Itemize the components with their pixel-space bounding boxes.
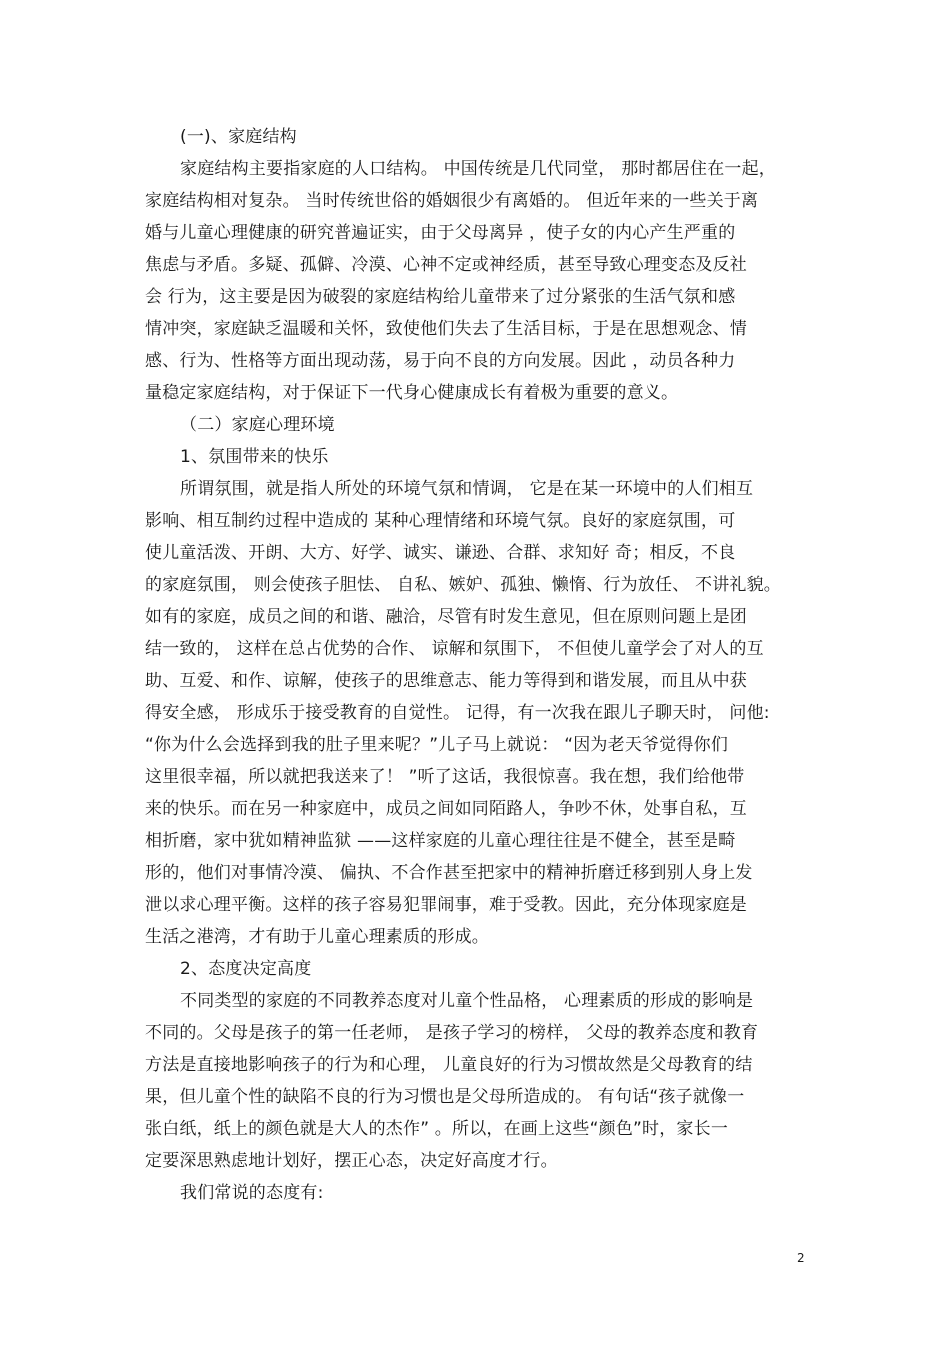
paragraph-line: 我们常说的态度有: [180, 1183, 324, 1203]
paragraph-line: 焦虑与矛盾。多疑、孤僻、冷漠、心神不定或神经质，甚至导致心理变态及反社 [145, 255, 747, 275]
paragraph-line: 相折磨，家中犹如精神监狱 ——这样家庭的儿童心理往往是不健全，甚至是畸 [145, 831, 736, 851]
paragraph-line: 不同的。父母是孩子的第一任老师， 是孩子学习的榜样， 父母的教养态度和教育 [145, 1023, 759, 1043]
paragraph-line: 情冲突，家庭缺乏温暖和关怀，致使他们失去了生活目标，于是在思想观念、情 [145, 319, 747, 339]
paragraph-line: 家庭结构主要指家庭的人口结构。 中国传统是几代同堂， 那时都居住在一起， [180, 159, 777, 179]
paragraph-line: 感、行为、性格等方面出现动荡，易于向不良的方向发展。因此 ，动员各种力 [145, 351, 736, 371]
paragraph-line: 张白纸，纸上的颜色就是大人的杰作” 。所以，在画上这些“颜色”时，家长一 [145, 1119, 729, 1139]
subsection-heading: 2、态度决定高度 [180, 959, 312, 979]
paragraph-line: 结一致的， 这样在总占优势的合作、 谅解和氛围下， 不但使儿童学会了对人的互 [145, 639, 764, 659]
paragraph-line: 婚与儿童心理健康的研究普遍证实，由于父母离异 ，使子女的内心产生严重的 [145, 223, 736, 243]
section-heading: （二）家庭心理环境 [180, 415, 335, 435]
paragraph-line: 果，但儿童个性的缺陷不良的行为习惯也是父母所造成的。 有句话“孩子就像一 [145, 1087, 745, 1107]
paragraph-line: 家庭结构相对复杂。 当时传统世俗的婚姻很少有离婚的。 但近年来的一些关于离 [145, 191, 759, 211]
paragraph-line: 量稳定家庭结构，对于保证下一代身心健康成长有着极为重要的意义。 [145, 383, 679, 403]
subsection-heading: 1、氛围带来的快乐 [180, 447, 329, 467]
paragraph-line: 定要深思熟虑地计划好，摆正心态，决定好高度才行。 [145, 1151, 558, 1171]
section-heading: (一)、家庭结构 [180, 127, 297, 147]
paragraph-line: 的家庭氛围， 则会使孩子胆怯、 自私、嫉妒、孤独、懒惰、行为放任、 不讲礼貌。 [145, 575, 782, 595]
paragraph-line: 形的，他们对事情冷漠、 偏执、不合作甚至把家中的精神折磨迁移到别人身上发 [145, 863, 753, 883]
paragraph-line: 影响、相互制约过程中造成的 某种心理情绪和环境气氛。良好的家庭氛围，可 [145, 511, 736, 531]
paragraph-line: 使儿童活泼、开朗、大方、好学、诚实、谦逊、合群、求知好 奇；相反，不良 [145, 543, 736, 563]
paragraph-line: 这里很幸福，所以就把我送来了！ ”听了这话，我很惊喜。我在想，我们给他带 [145, 767, 745, 787]
paragraph-line: 所谓氛围，就是指人所处的环境气氛和情调， 它是在某一环境中的人们相互 [180, 479, 754, 499]
paragraph-line: 不同类型的家庭的不同教养态度对儿童个性品格， 心理素质的形成的影响是 [180, 991, 754, 1011]
paragraph-line: 来的快乐。而在另一种家庭中，成员之间如同陌路人，争吵不休，处事自私，互 [145, 799, 747, 819]
paragraph-line: 如有的家庭，成员之间的和谐、融洽，尽管有时发生意见，但在原则问题上是团 [145, 607, 747, 627]
paragraph-line: 得安全感， 形成乐于接受教育的自觉性。 记得，有一次我在跟儿子聊天时， 问他: [145, 703, 770, 723]
paragraph-line: 助、互爱、和作、谅解，使孩子的思维意志、能力等得到和谐发展，而且从中获 [145, 671, 747, 691]
paragraph-line: “你为什么会选择到我的肚子里来呢？”儿子马上就说： “因为老天爷觉得你们 [145, 735, 729, 755]
paragraph-line: 泄以求心理平衡。这样的孩子容易犯罪闹事，难于受教。因此，充分体现家庭是 [145, 895, 747, 915]
paragraph-line: 方法是直接地影响孩子的行为和心理， 儿童良好的行为习惯故然是父母教育的结 [145, 1055, 753, 1075]
page-number: 2 [797, 1251, 805, 1265]
paragraph-line: 会 行为，这主要是因为破裂的家庭结构给儿童带来了过分紧张的生活气氛和感 [145, 287, 736, 307]
paragraph-line: 生活之港湾，才有助于儿童心理素质的形成。 [145, 927, 489, 947]
